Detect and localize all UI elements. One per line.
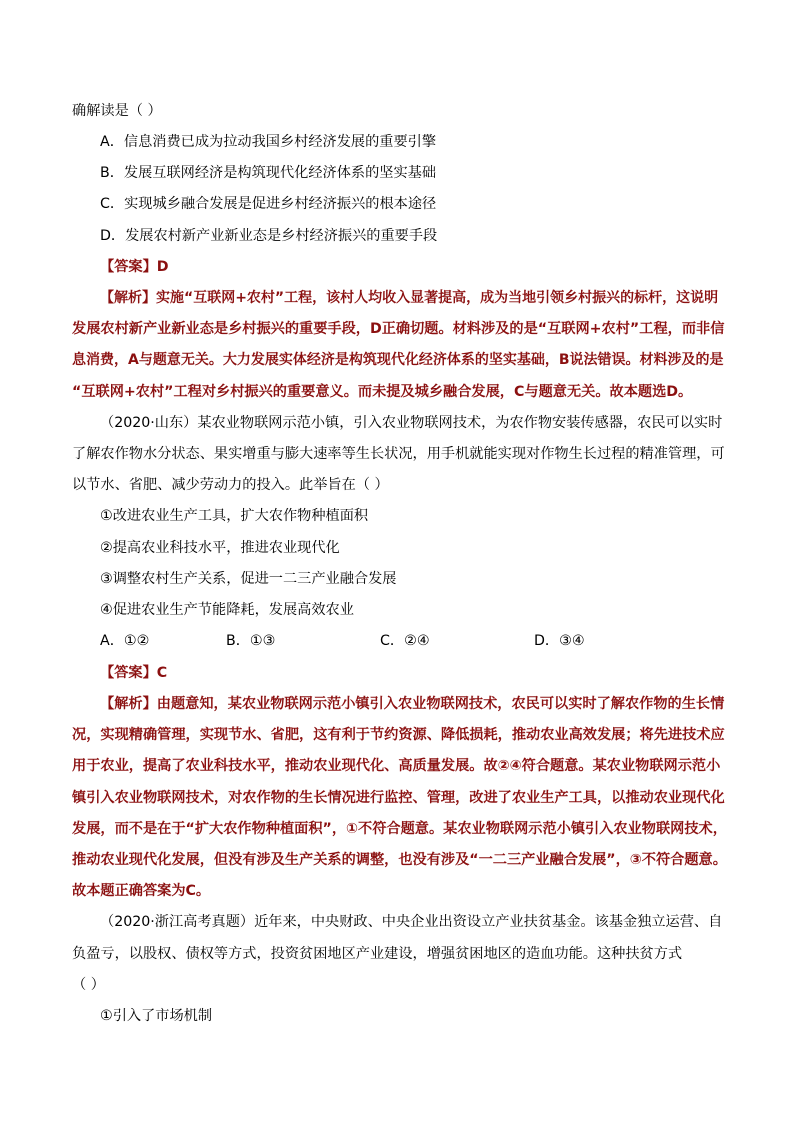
q2-choice-a: A．①② [100, 633, 150, 649]
q1-option-b: B．发展互联网经济是构筑现代化经济体系的坚实基础 [100, 165, 437, 181]
q1-analysis-line-3: 息消费，A与题意无关。大力发展实体经济是构筑现代化经济体系的坚实基础，B说法错误。材料涉及的是 [72, 352, 724, 368]
q2-analysis-line-4: 镇引入农业物联网技术，对农作物的生长情况进行监控、管理，改进了农业生产工具，以推动农业现代化 [72, 790, 725, 806]
q2-analysis-line-1: 【解析】由题意知，某农业物联网示范小镇引入农业物联网技术，农民可以实时了解农作物的生长情 [100, 696, 725, 712]
q3-item-1: ①引入了市场机制 [100, 1008, 213, 1024]
q2-item-3: ③调整农村生产关系，促进一二三产业融合发展 [100, 571, 397, 587]
q1-analysis-line-4: “互联网+农村”工程对乡村振兴的重要意义。而未提及城乡融合发展，C与题意无关。故本题选D。 [72, 384, 693, 400]
q2-stem-line-3: 以节水、省肥、减少劳动力的投入。此举旨在（ ） [72, 477, 389, 493]
q2-analysis-line-2: 况，实现精确管理，实现节水、省肥，这有利于节约资源、降低损耗，推动农业高效发展；将先进技术应 [72, 727, 725, 743]
q1-stem-tail: 确解读是（ ） [72, 103, 162, 119]
q2-analysis-line-7: 故本题正确答案为C。 [72, 883, 211, 899]
q2-choice-d: D．③④ [534, 633, 585, 649]
q2-analysis-line-6: 推动农业现代化发展，但没有涉及生产关系的调整，也没有涉及“一二三产业融合发展”，③不符合题意。 [72, 852, 727, 868]
q2-stem-line-2: 了解农作物水分状态、果实增重与膨大速率等生长状况，用手机就能实现对作物生长过程的精准管理，可 [72, 446, 725, 462]
q3-stem-line-3: （ ） [72, 977, 105, 993]
q2-analysis-line-5: 发展，而不是在于“扩大农作物种植面积”，①不符合题意。某农业物联网示范小镇引入农业物联网技术， [72, 821, 727, 837]
q2-item-2: ②提高农业科技水平，推进农业现代化 [100, 540, 340, 556]
q1-analysis-line-1: 【解析】实施“互联网+农村”工程，该村人均收入显著提高，成为当地引领乡村振兴的标杆，这说明 [100, 290, 719, 306]
q1-answer: 【答案】D [100, 259, 169, 275]
q2-item-4: ④促进农业生产节能降耗，发展高效农业 [100, 602, 354, 618]
q2-stem-line-1: （2020·山东）某农业物联网示范小镇，引入农业物联网技术，为农作物安装传感器，农民可以实时 [100, 415, 723, 431]
q2-analysis-line-3: 用于农业，提高了农业科技水平，推动农业现代化、高质量发展。故②④符合题意。某农业物联网示范小 [72, 758, 721, 774]
q3-stem-line-1: （2020·浙江高考真题）近年来，中央财政、中央企业出资设立产业扶贫基金。该基金独立运营、自 [100, 914, 723, 930]
q2-answer: 【答案】C [100, 665, 168, 681]
q1-option-a: A．信息消费已成为拉动我国乡村经济发展的重要引擎 [100, 134, 437, 150]
q2-item-1: ①改进农业生产工具，扩大农作物种植面积 [100, 508, 369, 524]
q3-stem-line-2: 负盈亏，以股权、债权等方式，投资贫困地区产业建设，增强贫困地区的造血功能。这种扶贫方式 [72, 946, 683, 962]
q1-option-c: C．实现城乡融合发展是促进乡村经济振兴的根本途径 [100, 196, 437, 212]
q1-option-d: D．发展农村新产业新业态是乡村经济振兴的重要手段 [100, 228, 438, 244]
q2-choice-c: C．②④ [380, 633, 430, 649]
q1-analysis-line-2: 发展农村新产业新业态是乡村振兴的重要手段，D正确切题。材料涉及的是“互联网+农村”工程，而非信 [72, 321, 725, 337]
q2-choice-b: B．①③ [226, 633, 276, 649]
